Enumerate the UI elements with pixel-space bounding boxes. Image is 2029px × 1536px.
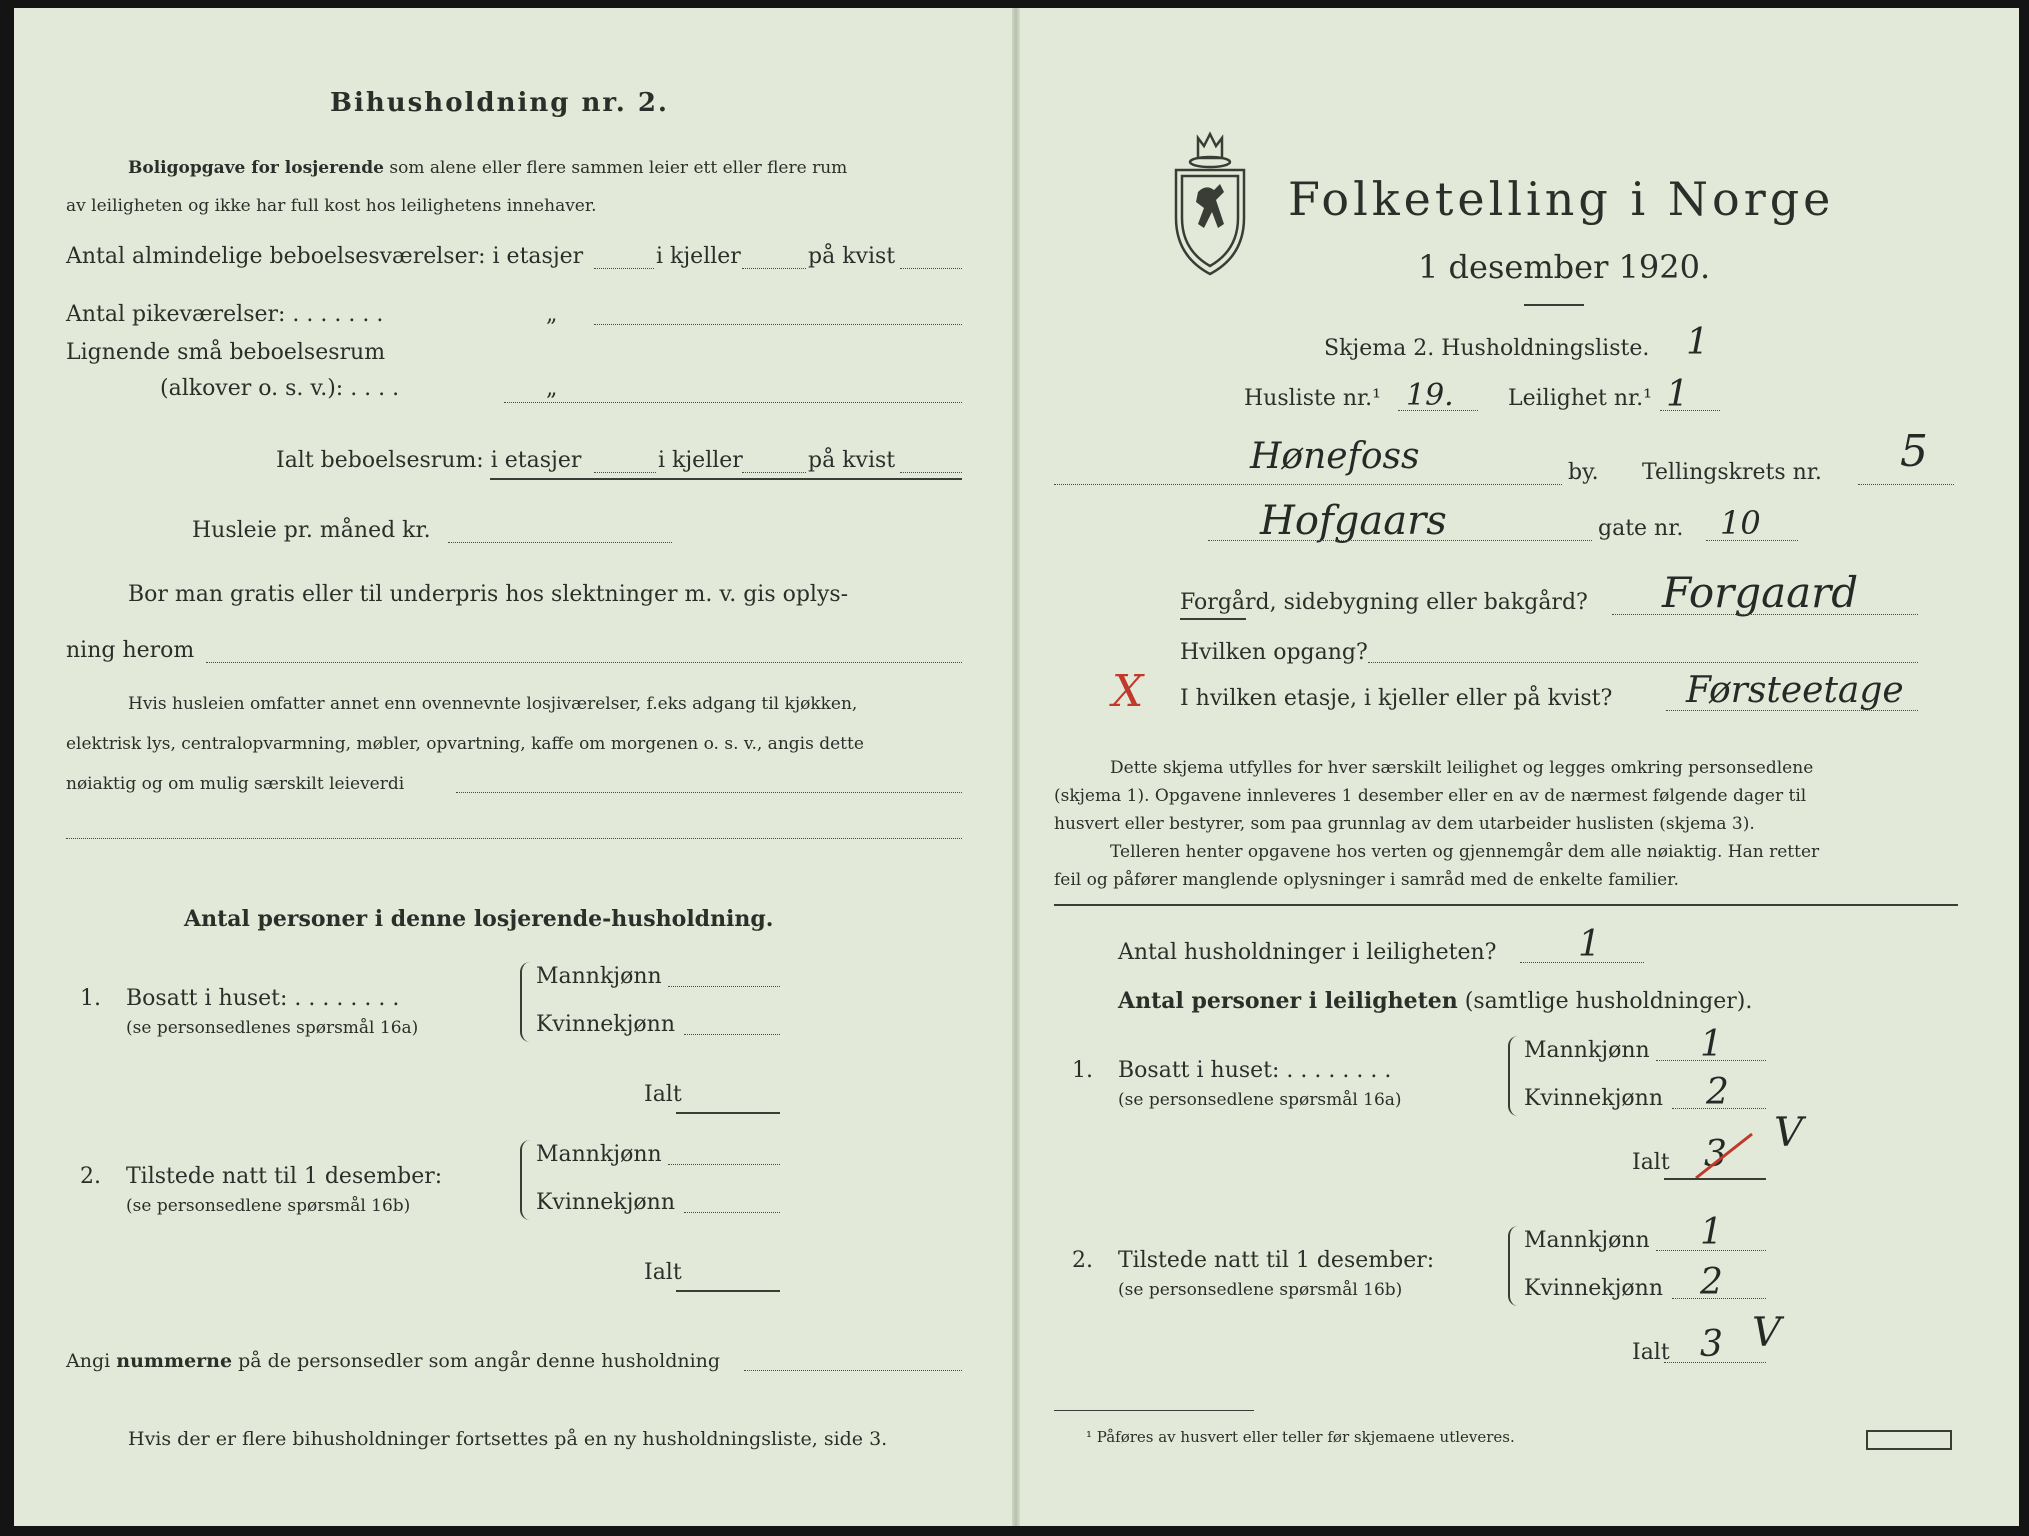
left-q1-mann: Mannkjønn [536,964,662,989]
antal-hush-line[interactable] [1520,962,1644,963]
by-label: by. [1568,460,1599,485]
gate-label: gate nr. [1598,516,1684,541]
intro-rest: som alene eller flere sammen leier ett eller flere rum [389,158,848,178]
left-q2-kvinne-line[interactable] [684,1212,780,1213]
instr-line-2: (skjema 1). Opgavene innleveres 1 desember eller en av de nærmest følgende dager til [1054,786,1807,806]
hvis-line-1: Hvis husleien omfatter annet enn ovennevnte losjiværelser, f.eks adgang til kjøkken, [128,694,858,714]
instr-line-5: feil og påfører manglende oplysninger i samråd med de enkelte familier. [1054,870,1679,890]
rooms-kvist-label: på kvist [808,244,896,269]
right-q2-label: Tilstede natt til 1 desember: [1118,1248,1435,1273]
forgard-label: Forgård, sidebygning eller bakgård? [1180,590,1588,615]
printer-stamp [1866,1430,1952,1450]
bor-line-2: ning herom [66,638,195,663]
skjema-hand: 1 [1686,322,1709,363]
ialt-kvist-line[interactable] [900,472,962,473]
leilighet-label: Leilighet nr.¹ [1508,386,1652,411]
left-q1-mann-line[interactable] [668,986,780,987]
right-q1-mann-hand: 1 [1700,1024,1723,1065]
rooms-kjeller-line[interactable] [742,268,806,269]
left-q2-mann: Mannkjønn [536,1142,662,1167]
right-q1-kvinne-hand: 2 [1706,1072,1729,1113]
gate-nr-hand: 10 [1720,504,1761,542]
rooms-kjeller-label: i kjeller [656,244,741,269]
ialt-rooms-label: Ialt beboelsesrum: i etasjer [276,448,582,473]
lignende-ditto: „ [546,376,558,401]
opgang-line[interactable] [1368,662,1918,663]
left-q1-sub: (se personsedlenes spørsmål 16a) [126,1018,419,1038]
instr-line-1: Dette skjema utfylles for hver særskilt leilighet og legges omkring personsedlene [1110,758,1814,778]
krets-line[interactable] [1858,484,1954,485]
gate-hand: Hofgaars [1260,498,1447,544]
rooms-kvist-line[interactable] [900,268,962,269]
instr-line-3: husvert eller bestyrer, som paa grunnlag av dem utarbeider huslisten (skjema 3). [1054,814,1755,834]
left-q1-kvinne-line[interactable] [684,1034,780,1035]
hvis-line[interactable] [456,792,962,793]
right-q1-label: Bosatt i huset: . . . . . . . . [1118,1058,1392,1083]
angi-line-fill[interactable] [744,1370,962,1371]
forgard-line[interactable] [1612,614,1918,615]
left-q1-kvinne: Kvinnekjønn [536,1012,675,1037]
right-q1-kvinne: Kvinnekjønn [1524,1086,1663,1111]
pike-ditto: „ [546,302,558,327]
gate-line[interactable] [1208,540,1592,541]
husleie-line[interactable] [448,542,672,543]
right-q1-check-mark: V [1774,1110,1803,1156]
leilighet-line[interactable] [1660,410,1720,411]
angi-rest: på de personsedler som angår denne husholdning [238,1350,721,1372]
norwegian-lion-coat-of-arms-icon [1168,128,1252,278]
census-date: 1 desember 1920. [1418,248,1711,286]
right-q2-kvinne-hand: 2 [1700,1262,1723,1303]
bor-line[interactable] [206,662,962,663]
ialt-etasjer-line[interactable] [594,472,656,473]
right-q1-ialt: Ialt [1632,1150,1670,1175]
right-q2-kvinne-line[interactable] [1672,1298,1766,1299]
left-title: Bihusholdning nr. 2. [330,88,669,118]
intro-line-1 [128,158,847,178]
right-q2-ialt-line[interactable] [1664,1362,1766,1363]
husleie-label: Husleie pr. måned kr. [192,518,431,543]
footnote-rule [1054,1410,1254,1411]
left-q2-num: 2. [80,1164,101,1189]
husliste-line[interactable] [1398,410,1478,411]
antal-pers-line [1118,988,1752,1014]
right-q1-brace [1508,1036,1522,1116]
antal-pers-rest: (samtlige husholdninger). [1464,989,1753,1014]
instr-line-4: Telleren henter opgavene hos verten og gjennemgår dem alle nøiaktig. Han retter [1110,842,1820,862]
title-rule [1524,304,1584,306]
right-q1-ialt-line[interactable] [1664,1178,1766,1180]
right-title: Folketelling i Norge [1288,172,1835,226]
gate-nr-line[interactable] [1706,540,1798,541]
bor-line-1: Bor man gratis eller til underpris hos slektninger m. v. gis oplys- [128,582,849,607]
forgard-underline [1180,618,1246,620]
ialt-kjeller-line[interactable] [742,472,806,473]
lignende-line-2: (alkover o. s. v.): . . . . [160,376,400,401]
left-q2-ialt: Ialt [644,1260,682,1285]
right-q1-sub: (se personsedlene spørsmål 16a) [1118,1090,1402,1110]
right-q2-sub: (se personsedlene spørsmål 16b) [1118,1280,1403,1300]
lignende-line-1: Lignende små beboelsesrum [66,340,386,365]
by-hand: Hønefoss [1250,436,1420,477]
left-q2-label: Tilstede natt til 1 desember: [126,1164,443,1189]
right-q1-mann-line[interactable] [1656,1060,1766,1061]
antal-pers-bold: Antal personer i leiligheten [1118,988,1458,1014]
left-q1-label: Bosatt i huset: . . . . . . . . [126,986,400,1011]
left-q2-ialt-line[interactable] [676,1290,780,1292]
right-q2-mann: Mannkjønn [1524,1228,1650,1253]
leilighet-hand: 1 [1666,374,1689,415]
etasje-hand: Førsteetage [1686,670,1904,711]
ialt-rule [490,478,962,480]
antal-hush-label: Antal husholdninger i leiligheten? [1118,940,1497,965]
right-q2-check-mark: V [1752,1310,1781,1356]
forgard-hand: Forgaard [1662,568,1859,617]
husliste-hand: 19. [1406,378,1454,413]
ialt-kvist-label: på kvist [808,448,896,473]
left-q1-num: 1. [80,986,101,1011]
etasje-line[interactable] [1666,710,1918,711]
angi-bold: nummerne [116,1350,233,1372]
ialt-kjeller-label: i kjeller [658,448,743,473]
left-q2-mann-line[interactable] [668,1164,780,1165]
right-q1-num: 1. [1072,1058,1093,1083]
angi-prefix: Angi [66,1350,111,1372]
rooms-label: Antal almindelige beboelsesværelser: i etasjer [66,244,584,269]
right-q1-mann: Mannkjønn [1524,1038,1650,1063]
footnote: ¹ Påføres av husvert eller teller før skjemaene utleveres. [1086,1428,1515,1446]
page-fold [1012,8,1020,1526]
right-q1-ialt-hand: 3 [1704,1134,1727,1175]
left-q2-kvinne: Kvinnekjønn [536,1190,675,1215]
antal-hush-hand: 1 [1578,924,1601,965]
husliste-label: Husliste nr.¹ [1244,386,1381,411]
left-q1-brace [520,962,534,1042]
intro-line-2: av leiligheten og ikke har full kost hos leilighetens innehaver. [66,196,597,216]
by-line[interactable] [1054,484,1562,485]
right-q1-kvinne-line[interactable] [1672,1108,1766,1109]
hvis-line-3: nøiaktig og om mulig særskilt leieverdi [66,774,405,794]
left-q2-brace [520,1140,534,1220]
persons-heading: Antal personer i denne losjerende-husholdning. [184,906,774,932]
hvis-line-extra[interactable] [66,838,962,839]
rooms-etasjer-line[interactable] [594,268,654,269]
left-q1-ialt-line[interactable] [676,1112,780,1114]
right-q2-kvinne: Kvinnekjønn [1524,1276,1663,1301]
red-correction-stroke [1690,1128,1760,1184]
right-q2-ialt: Ialt [1632,1340,1670,1365]
hvis-line-2: elektrisk lys, centralopvarmning, møbler, opvartning, kaffe om morgenen o. s. v., angis dette [66,734,864,754]
krets-label: Tellingskrets nr. [1642,460,1822,485]
right-q2-num: 2. [1072,1248,1093,1273]
pike-label: Antal pikeværelser: . . . . . . . [66,302,384,327]
lignende-line[interactable] [504,402,962,403]
right-q2-ialt-hand: 3 [1700,1324,1723,1365]
etasje-label: I hvilken etasje, i kjeller eller på kvist? [1180,686,1613,711]
right-q2-mann-line[interactable] [1656,1250,1766,1251]
skjema-label: Skjema 2. Husholdningsliste. [1324,336,1650,361]
red-x-mark: X [1112,666,1144,717]
left-q2-sub: (se personsedlene spørsmål 16b) [126,1196,411,1216]
left-q1-ialt: Ialt [644,1082,682,1107]
intro-bold: Boligopgave for losjerende [128,158,384,178]
opgang-label: Hvilken opgang? [1180,640,1368,665]
pike-line[interactable] [594,324,962,325]
left-footer: Hvis der er flere bihusholdninger fortsettes på en ny husholdningsliste, side 3. [128,1428,888,1450]
instr-rule [1054,904,1958,906]
right-q2-brace [1508,1226,1522,1306]
angi-line [66,1350,720,1372]
right-q2-mann-hand: 1 [1700,1212,1723,1253]
krets-hand: 5 [1900,426,1928,477]
